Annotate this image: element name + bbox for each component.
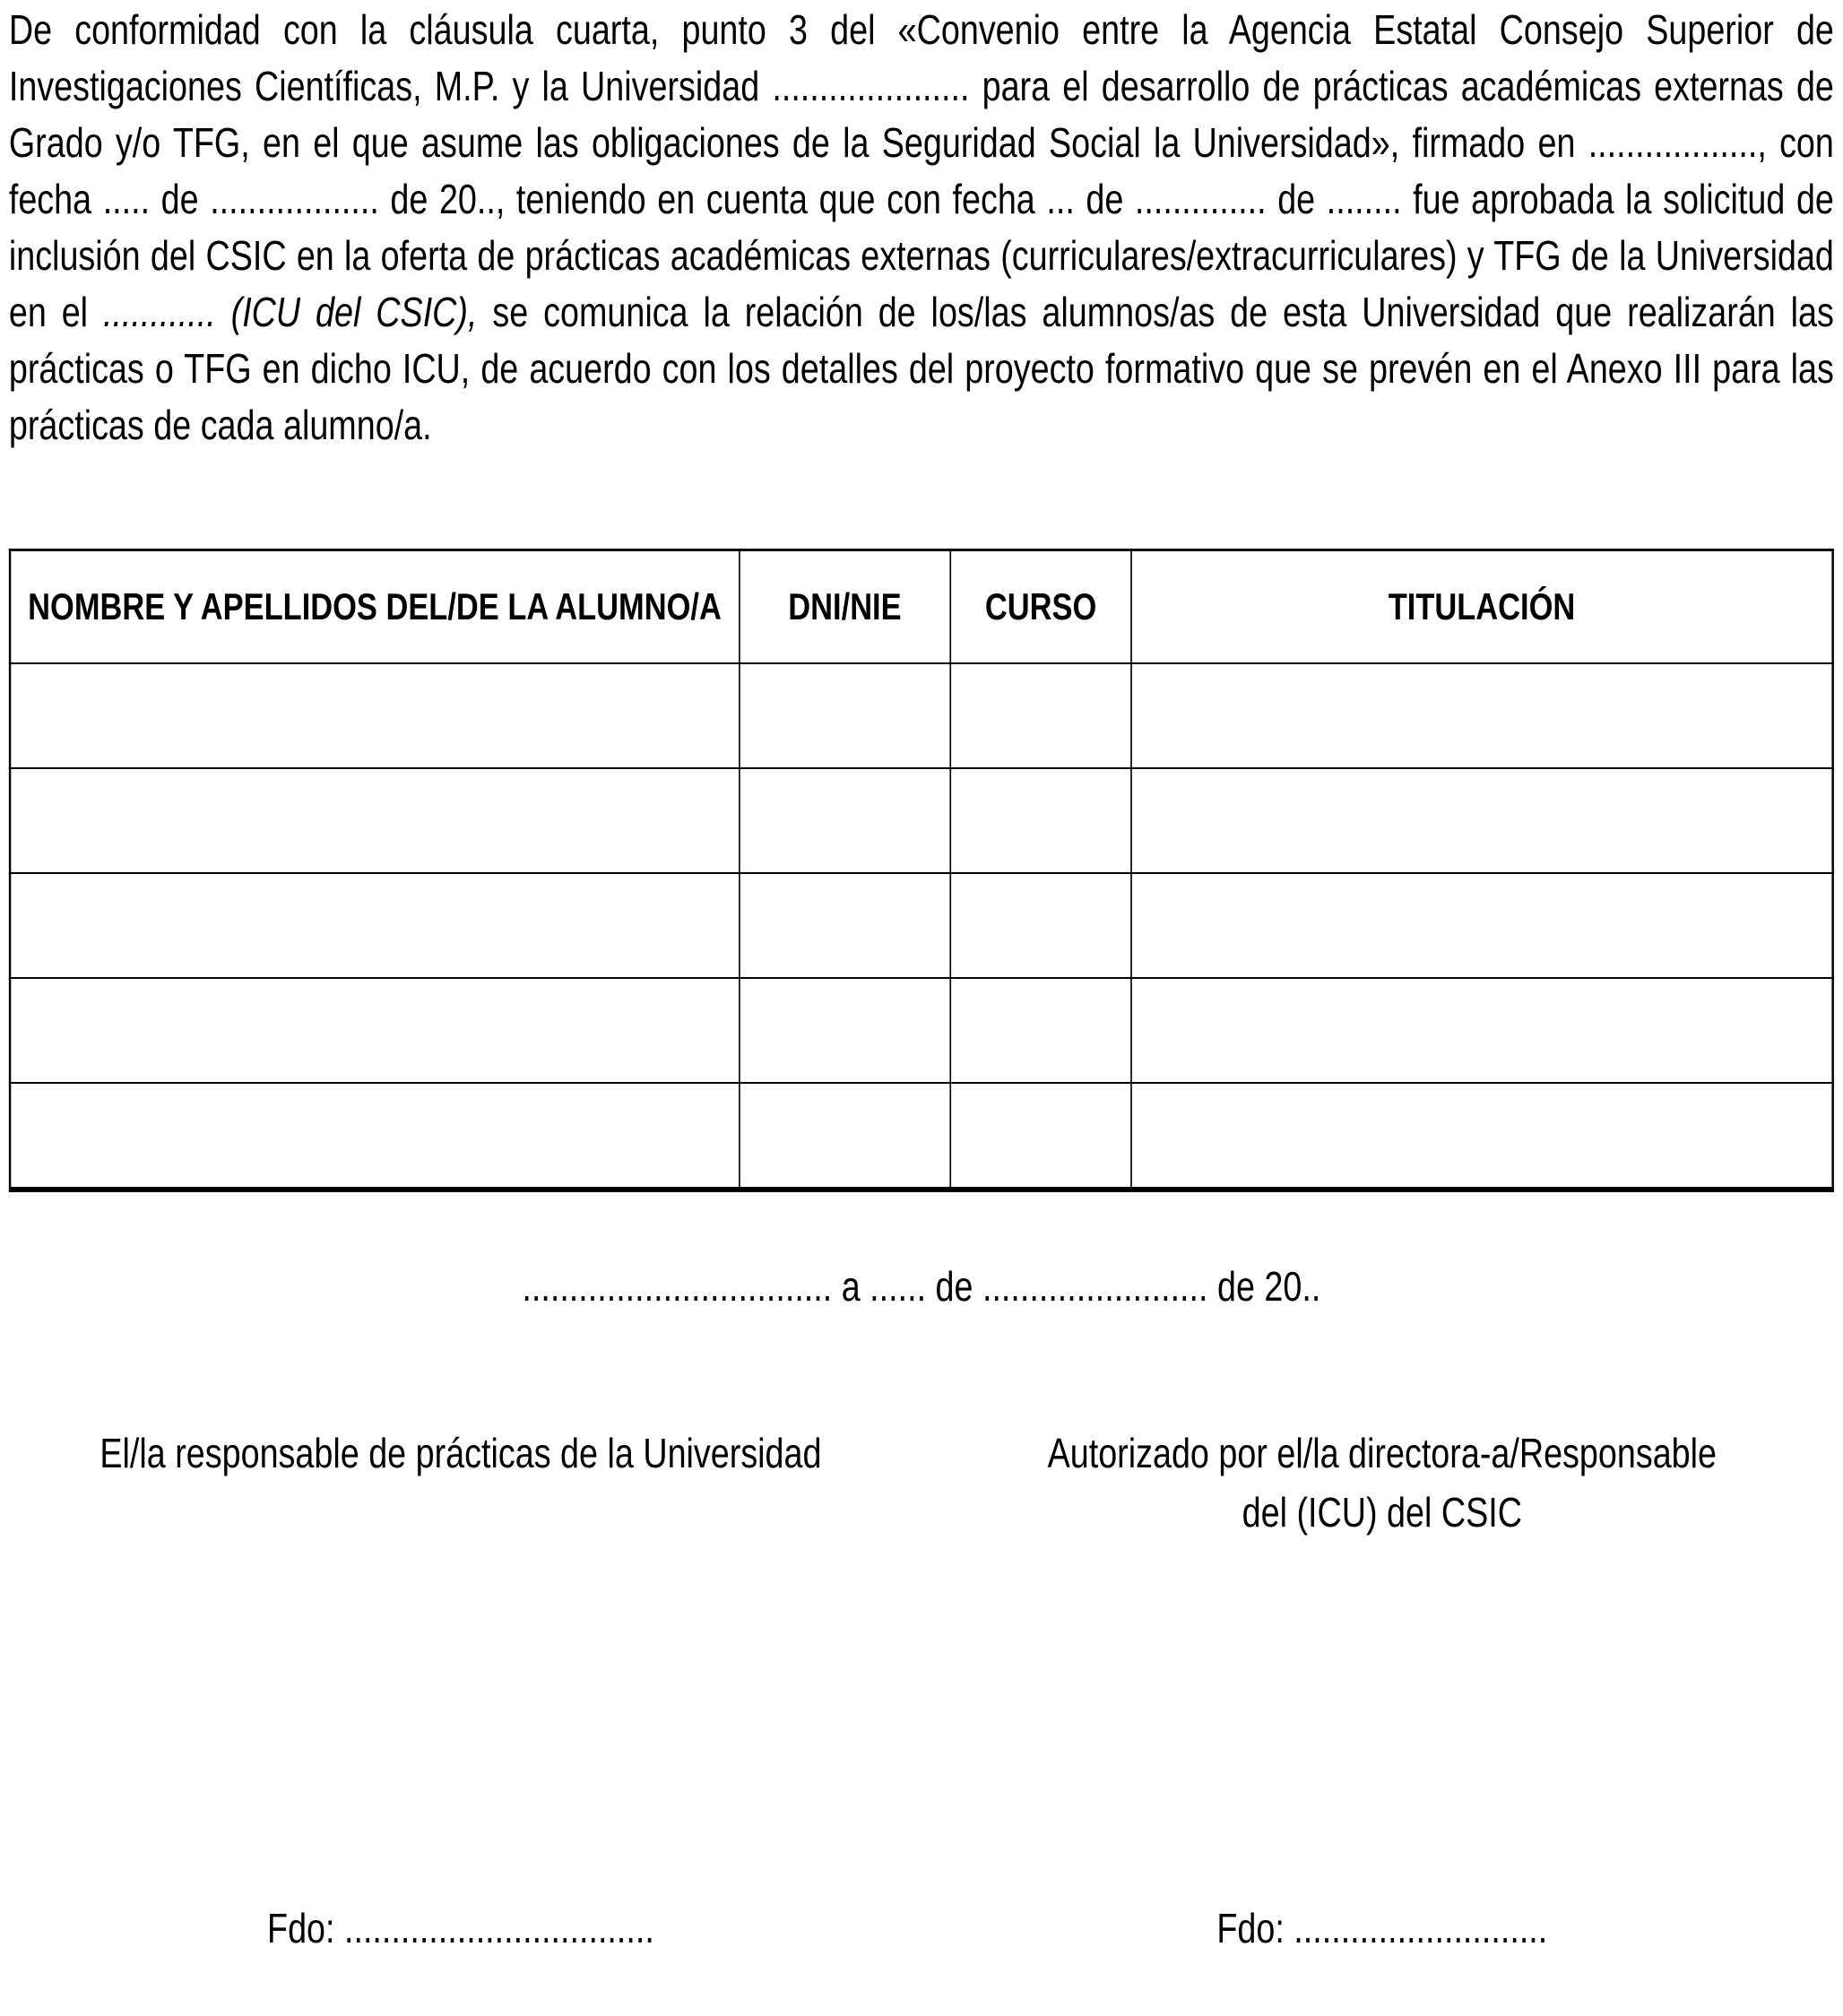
cell-dni-empty	[740, 663, 951, 768]
table-row	[10, 978, 1833, 1083]
cell-curso-empty	[950, 663, 1130, 768]
cell-dni-empty	[740, 768, 951, 873]
intro-paragraph-italic-text: ............ (ICU del CSIC),	[102, 289, 478, 335]
signature-title-csic	[922, 1423, 1843, 1542]
cell-titulacion-empty	[1131, 1083, 1833, 1190]
cell-titulacion-empty	[1131, 978, 1833, 1083]
signature-title-university: El/la responsable de prácticas de la Universidad	[100, 1430, 822, 1476]
cell-nombre-empty	[10, 768, 739, 873]
signature-fdo-row	[0, 1900, 1843, 1957]
signature-title-csic-line1: Autorizado por el/la directora-a/Responsable	[1047, 1430, 1718, 1476]
date-place-line: ................................. a ...... de ........................ de 20..	[522, 1263, 1321, 1310]
cell-nombre-empty	[10, 873, 739, 978]
table-row	[10, 1083, 1833, 1190]
column-header-curso: CURSO	[950, 550, 1130, 664]
cell-nombre-empty	[10, 978, 739, 1083]
cell-dni-empty	[740, 1083, 951, 1190]
column-header-nombre-apellidos: NOMBRE Y APELLIDOS DEL/DE LA ALUMNO/A	[10, 550, 739, 664]
fdo-line-csic: Fdo: ...........................	[1216, 1905, 1548, 1951]
cell-nombre-empty	[10, 1083, 739, 1190]
cell-titulacion-empty	[1131, 873, 1833, 978]
cell-dni-empty	[740, 978, 951, 1083]
intro-paragraph-text-after: se comunica la relación de los/las alumnos/as de esta Universidad que realizarán las prácticas o TFG en dicho ICU, de acuerdo con los detalles del proyecto formativo que se prevén en el Anexo III para las prácticas de cada alumno/a.	[8, 289, 1834, 448]
column-header-titulacion: TITULACIÓN	[1131, 550, 1833, 664]
cell-titulacion-empty	[1131, 663, 1833, 768]
intro-paragraph-text: De conformidad con la cláusula cuarta, punto 3 del «Convenio entre la Agencia Estatal Consejo Superior de Investigaciones Científicas, M.P. y la Universidad ..................... para el desarrollo de prácticas académicas externas de Grado y/o TFG, en el que asume las obligaciones de la Seguridad Social la Universidad», firmado en .................., con fecha ..... de .................. de 20.., teniendo en cuenta que con fecha ... de .............. de ........ fue aprobada la solicitud de inclusión del CSIC en la oferta de prácticas académicas externas (curriculares/extracurriculares) y TFG de la Universidad en el	[8, 6, 1834, 335]
signature-title-csic-line2: del (ICU) del CSIC	[1242, 1489, 1522, 1536]
cell-curso-empty	[950, 1083, 1130, 1190]
table-row	[10, 873, 1833, 978]
cell-curso-empty	[950, 978, 1130, 1083]
table-row	[10, 663, 1833, 768]
signature-titles-row	[0, 1423, 1843, 1542]
cell-nombre-empty	[10, 663, 739, 768]
table-header-row	[10, 550, 1833, 664]
cell-titulacion-empty	[1131, 768, 1833, 873]
cell-curso-empty	[950, 768, 1130, 873]
intro-paragraph	[9, 2, 1834, 454]
students-table	[9, 549, 1834, 1192]
cell-curso-empty	[950, 873, 1130, 978]
cell-dni-empty	[740, 873, 951, 978]
column-header-dni-nie: DNI/NIE	[740, 550, 951, 664]
fdo-line-university: Fdo: .................................	[267, 1905, 654, 1951]
table-row	[10, 768, 1833, 873]
